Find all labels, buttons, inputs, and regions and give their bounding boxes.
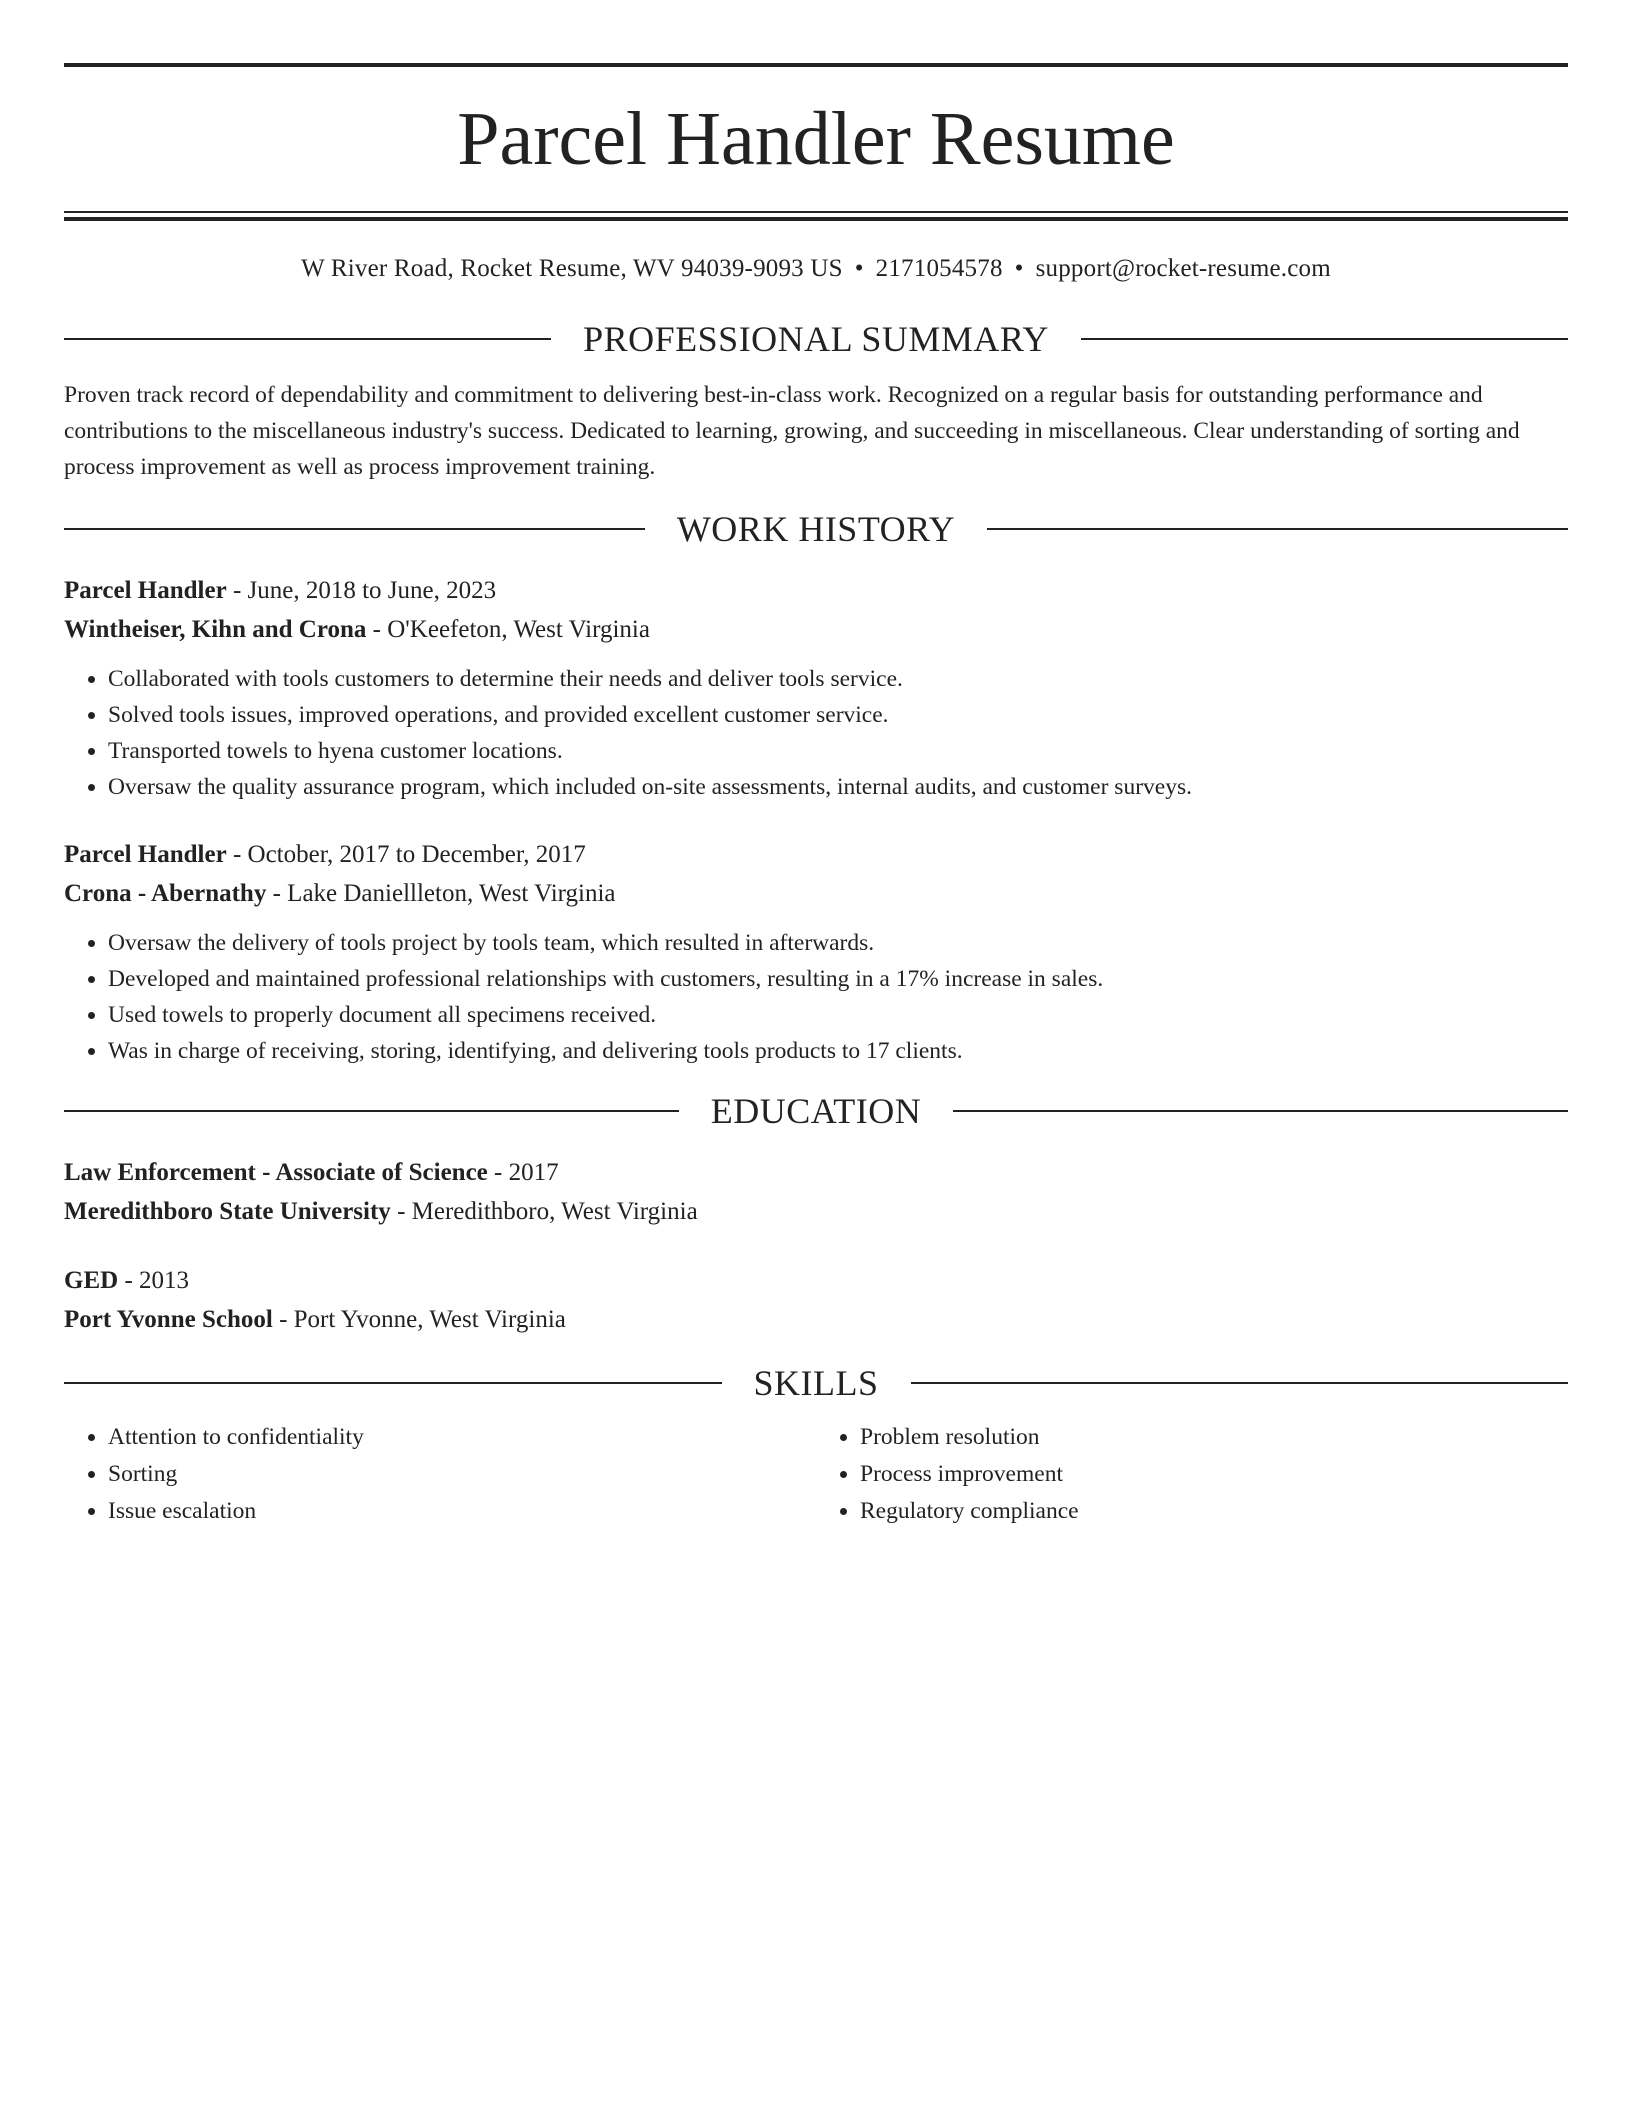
education-location: - Port Yvonne, West Virginia — [272, 1306, 566, 1333]
education-year: - 2017 — [487, 1159, 559, 1186]
skills-list — [64, 1419, 1568, 1530]
summary-text: Proven track record of dependability and commitment to delivering best-in-class work. Recognized on a regular basis for outstanding performance and contributions to the miscellaneous industry's success. Dedicated to learning, growing, and succeeding in miscellaneous. Clear understanding of sorting and process improvement as well as process improvement training. — [64, 382, 1520, 480]
section-label: WORK HISTORY — [676, 509, 956, 549]
job-title-line — [64, 835, 1568, 874]
job-bullets — [64, 925, 1568, 1069]
education-school: Meredithboro State University — [64, 1198, 391, 1225]
education-entry — [64, 1153, 1568, 1231]
section-label: EDUCATION — [710, 1091, 922, 1131]
education-degree: Law Enforcement - Associate of Science — [64, 1159, 488, 1186]
section-rule — [64, 1110, 679, 1112]
job-bullet: • Oversaw the delivery of tools project by tools team, which resulted in afterwards. — [108, 925, 1568, 961]
section-label: SKILLS — [753, 1363, 879, 1403]
skills-column-right — [816, 1419, 1568, 1530]
section-heading-skills — [64, 1361, 1568, 1405]
job-bullet: • Collaborated with tools customers to determine their needs and deliver tools service. — [108, 661, 1568, 697]
job-title-line — [64, 571, 1568, 610]
job-dates: - June, 2018 to June, 2023 — [226, 577, 497, 604]
job-bullet: • Used towels to properly document all specimens received. — [108, 997, 1568, 1033]
contact-phone: 2171054578 — [875, 255, 1003, 282]
skill-item: • Issue escalation — [108, 1493, 816, 1530]
contact-address: W River Road, Rocket Resume, WV 94039-9093 US — [301, 255, 843, 282]
contact-separator: • — [1014, 255, 1024, 282]
education-degree-line — [64, 1153, 1568, 1192]
job-bullet: • Was in charge of receiving, storing, identifying, and delivering tools products to 17 clients. — [108, 1033, 1568, 1069]
job-company-line — [64, 874, 1568, 913]
section-rule — [64, 338, 551, 340]
education-location: - Meredithboro, West Virginia — [390, 1198, 698, 1225]
section-rule — [1081, 338, 1568, 340]
title-double-rule — [64, 211, 1568, 221]
section-rule — [911, 1382, 1569, 1384]
section-heading-education — [64, 1089, 1568, 1133]
job-bullet: • Transported towels to hyena customer locations. — [108, 733, 1568, 769]
section-heading-summary — [64, 317, 1568, 361]
job-location: - O'Keefeton, West Virginia — [366, 616, 650, 643]
job-bullet: • Solved tools issues, improved operations, and provided excellent customer service. — [108, 697, 1568, 733]
job-company: Crona - Abernathy — [64, 880, 267, 907]
skill-item: • Attention to confidentiality — [108, 1419, 816, 1456]
job-dates: - October, 2017 to December, 2017 — [226, 841, 586, 868]
skills-column-left — [64, 1419, 816, 1530]
job-bullet: • Oversaw the quality assurance program, which included on-site assessments, internal audits, and customer surveys. — [108, 769, 1568, 805]
job-location: - Lake Daniellleton, West Virginia — [266, 880, 616, 907]
job-title: Parcel Handler — [64, 577, 227, 604]
education-degree: GED — [64, 1267, 119, 1294]
section-heading-work — [64, 507, 1568, 551]
job-title: Parcel Handler — [64, 841, 227, 868]
education-entry — [64, 1261, 1568, 1339]
section-label: PROFESSIONAL SUMMARY — [583, 319, 1049, 359]
skill-item: • Regulatory compliance — [860, 1493, 1568, 1530]
section-rule — [987, 528, 1568, 530]
contact-email: support@rocket-resume.com — [1035, 255, 1331, 282]
section-rule — [64, 1382, 722, 1384]
job-entry — [64, 571, 1568, 805]
section-rule — [64, 528, 645, 530]
section-rule — [953, 1110, 1568, 1112]
skill-item: • Sorting — [108, 1456, 816, 1493]
contact-line — [64, 249, 1568, 289]
skill-item: • Problem resolution — [860, 1419, 1568, 1456]
education-school-line — [64, 1192, 1568, 1231]
education-school: Port Yvonne School — [64, 1306, 273, 1333]
top-rule — [64, 63, 1568, 67]
education-school-line — [64, 1300, 1568, 1339]
resume-title: Parcel Handler Resume — [457, 97, 1175, 181]
skill-item: • Process improvement — [860, 1456, 1568, 1493]
job-bullet: • Developed and maintained professional relationships with customers, resulting in a 17% increase in sales. — [108, 961, 1568, 997]
contact-separator: • — [854, 255, 864, 282]
job-company-line — [64, 610, 1568, 649]
education-year: - 2013 — [118, 1267, 190, 1294]
job-company: Wintheiser, Kihn and Crona — [64, 616, 367, 643]
education-degree-line — [64, 1261, 1568, 1300]
job-entry — [64, 835, 1568, 1069]
job-bullets — [64, 661, 1568, 805]
